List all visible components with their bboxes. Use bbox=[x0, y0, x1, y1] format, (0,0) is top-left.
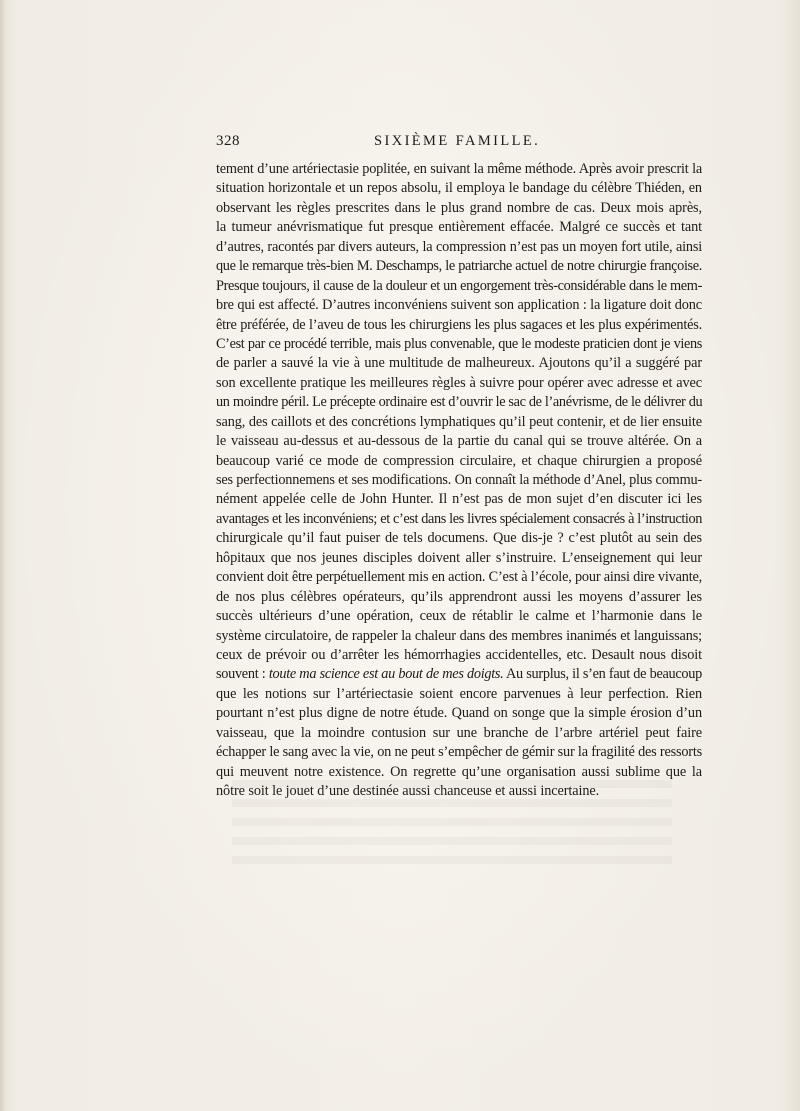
page-gutter-shadow bbox=[0, 0, 6, 1111]
text-line: son excellente pratique les meilleures règles à suivre pour opérer avec adresse et avec bbox=[216, 374, 702, 391]
text-line: ceux de prévoir ou d’arrêter les hémorrhagies accidentelles, etc. Desault nous disoit bbox=[216, 646, 702, 663]
text-line: qui meuvent notre existence. On regrette qu’une organisation aussi sublime que la bbox=[216, 763, 702, 780]
text-line: convient doit être perpétuellement mis en action. C’est à l’école, pour ainsi dire vivante, bbox=[216, 569, 702, 586]
text-line: observant les règles prescrites dans le plus grand nombre de cas. Deux mois après, bbox=[216, 199, 702, 216]
quote-continuation: Au surplus, il s’en faut de beaucoup bbox=[503, 666, 702, 683]
text-line-final: nôtre soit le jouet d’une destinée aussi chanceuse et aussi incertaine. bbox=[216, 783, 600, 799]
text-line: vaisseau, que la moindre contusion sur une branche de l’arbre artériel peut faire bbox=[216, 724, 702, 741]
text-line: que les notions sur l’artériectasie soient encore parvenues à leur perfection. Rien bbox=[216, 685, 702, 702]
text-line-with-quote bbox=[216, 665, 702, 684]
text-line: de nos plus célèbres opérateurs, qu’ils apprendront aussi les moyens d’assurer les bbox=[216, 588, 702, 605]
text-line: la tumeur anévrismatique fut presque entièrement effacée. Malgré ce succès et tant bbox=[216, 219, 702, 236]
text-line: le vaisseau au-dessus et au-dessous de la partie du canal qui se trouve altérée. On a bbox=[216, 433, 702, 450]
running-title: SIXIÈME FAMILLE. bbox=[374, 133, 541, 149]
text-line: nément appelée celle de John Hunter. Il n’est pas de mon sujet d’en discuter ici les bbox=[216, 491, 702, 508]
text-line: avantages et les inconvéniens; et c’est dans les livres spécialement consacrés à l’instruction bbox=[216, 510, 702, 527]
text-line: hôpitaux que nos jeunes disciples doivent aller s’instruire. L’enseignement qui leur bbox=[216, 549, 702, 566]
text-line: système circulatoire, de rappeler la chaleur dans des membres inanimés et languissans; bbox=[216, 627, 702, 644]
text-line: ses perfectionnemens et ses modifications. On connaît la méthode d’Anel, plus commu- bbox=[216, 472, 702, 488]
quote-intro: souvent : bbox=[216, 666, 269, 683]
text-line: situation horizontale et un repos absolu, il employa le bandage du célèbre Thiéden, en bbox=[216, 180, 702, 197]
text-line: que le remarque très-bien M. Deschamps, le patriarche actuel de notre chirurgie françoise. bbox=[216, 258, 702, 275]
text-line: beaucoup varié ce mode de compression circulaire, et chaque chirurgien a proposé bbox=[216, 452, 702, 469]
text-line: C’est par ce procédé terrible, mais plus convenable, que le modeste praticien dont je viens bbox=[216, 335, 702, 352]
text-line: d’autres, racontés par divers auteurs, la compression n’est pas un moyen fort utile, ainsi bbox=[216, 238, 702, 255]
text-line: de parler a sauvé la vie à une multitude de malheureux. Ajoutons qu’il a suggéré par bbox=[216, 355, 702, 372]
page-number: 328 bbox=[216, 133, 240, 149]
text-line: Presque toujours, il cause de la douleur et un engorgement très-considérable dans le mem- bbox=[216, 277, 702, 294]
text-line: un moindre péril. Le précepte ordinaire est d’ouvrir le sac de l’anévrisme, de le délivrer du bbox=[216, 394, 703, 411]
body-paragraph bbox=[216, 160, 702, 801]
text-line: pourtant n’est plus digne de notre étude. Quand on songe que la simple érosion d’un bbox=[216, 705, 702, 722]
text-line: bre qui est affecté. D’autres inconvéniens suivent son application : la ligature doit donc bbox=[216, 297, 702, 314]
italic-quote: toute ma science est au bout de mes doigts. bbox=[268, 666, 504, 683]
text-line: sang, des caillots et des concrétions lymphatiques qu’il peut contenir, et de lier ensuite bbox=[216, 413, 702, 430]
text-line: succès ultérieurs d’une opération, ceux de rétablir le calme et l’harmonie dans le bbox=[216, 608, 702, 625]
text-line: tement d’une artériectasie poplitée, en suivant la même méthode. Après avoir prescrit la bbox=[216, 161, 702, 177]
text-line: être préférée, de l’aveu de tous les chirurgiens les plus sagaces et les plus expérimentés. bbox=[216, 316, 702, 333]
text-line: échapper le sang avec la vie, on ne peut s’empêcher de gémir sur la fragilité des ressorts bbox=[216, 744, 702, 761]
page-header bbox=[216, 133, 702, 157]
text-line: chirurgicale qu’il faut puiser de tels documens. Que dis-je ? c’est plutôt au sein des bbox=[216, 530, 702, 547]
